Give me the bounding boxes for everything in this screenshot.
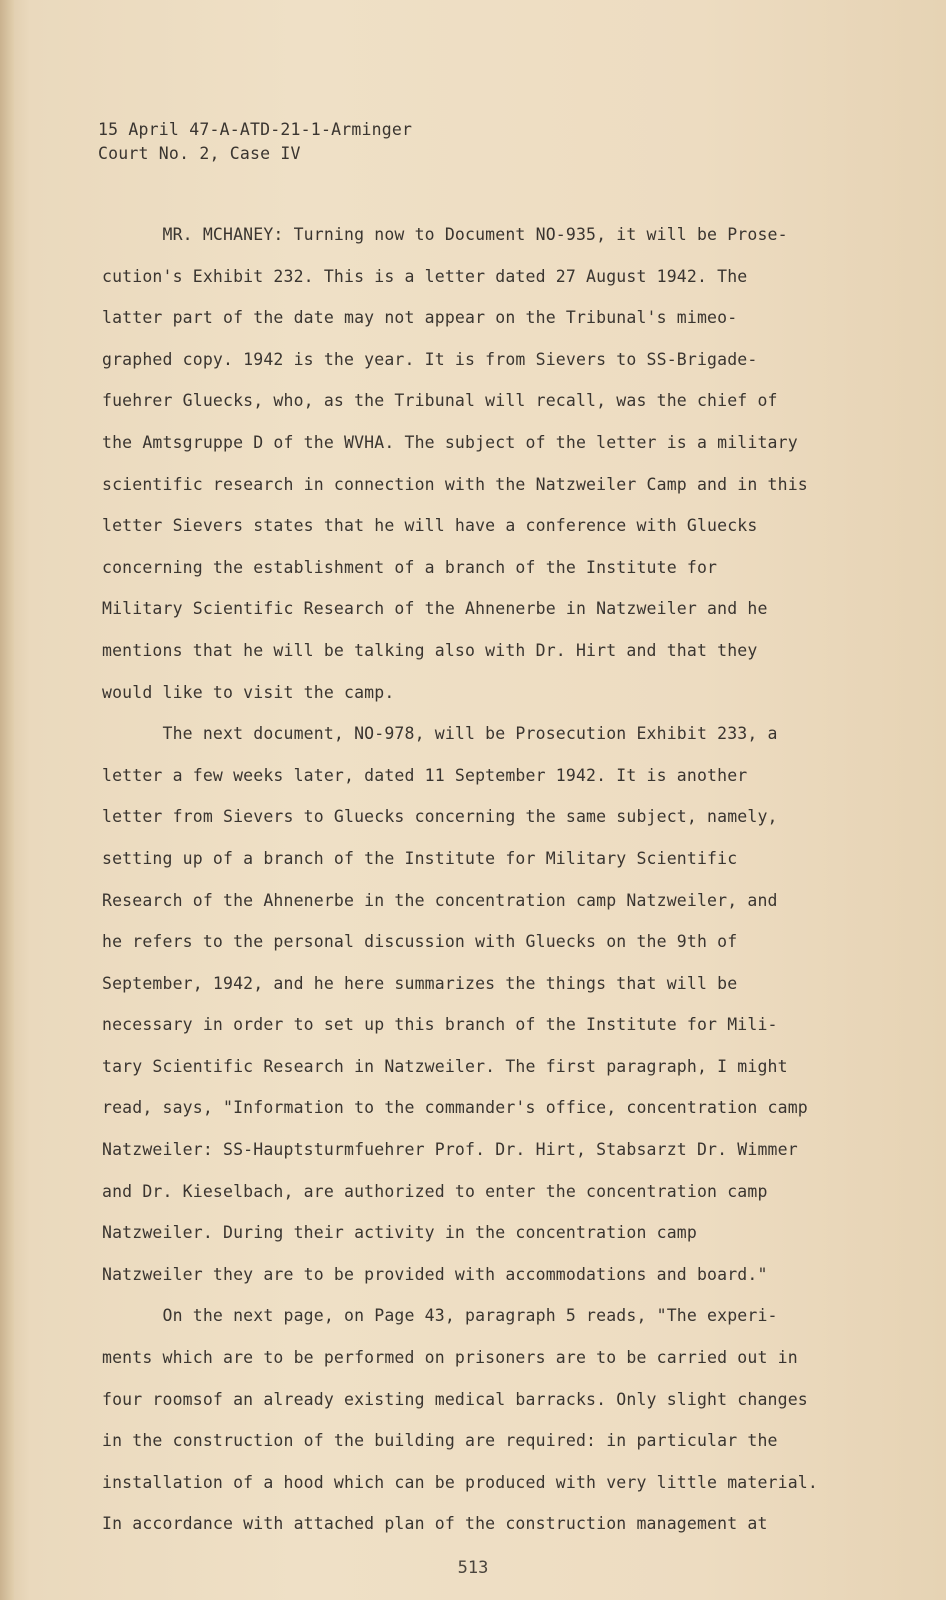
text-line: would like to visit the camp.: [102, 682, 395, 702]
text-line: tary Scientific Research in Natzweiler. The first paragraph, I might: [102, 1056, 788, 1076]
text-line: Military Scientific Research of the Ahnenerbe in Natzweiler and he: [102, 599, 768, 619]
transcript-body: [102, 214, 832, 1545]
text-line: installation of a hood which can be produced with very little material.: [102, 1472, 818, 1492]
text-line: setting up of a branch of the Institute for Military Scientific: [102, 848, 738, 868]
text-line: necessary in order to set up this branch of the Institute for Mili-: [102, 1015, 778, 1035]
page-edge-shadow: [0, 0, 14, 1600]
text-line: graphed copy. 1942 is the year. It is from Sievers to SS-Brigade-: [102, 349, 758, 369]
text-line: he refers to the personal discussion with Gluecks on the 9th of: [102, 932, 738, 952]
text-line: ments which are to be performed on prisoners are to be carried out in: [102, 1348, 798, 1368]
text-line: On the next page, on Page 43, paragraph 5 reads, "The experi-: [102, 1306, 778, 1326]
text-line: the Amtsgruppe D of the WVHA. The subject of the letter is a military: [102, 432, 798, 452]
text-line: The next document, NO-978, will be Prosecution Exhibit 233, a: [102, 724, 778, 744]
text-line: in the construction of the building are required: in particular the: [102, 1431, 778, 1451]
header-court-line: Court No. 2, Case IV: [98, 144, 301, 163]
text-line: fuehrer Gluecks, who, as the Tribunal will recall, was the chief of: [102, 391, 778, 411]
text-line: Natzweiler. During their activity in the concentration camp: [102, 1223, 697, 1243]
text-line: In accordance with attached plan of the construction management at: [102, 1514, 768, 1534]
text-line: Research of the Ahnenerbe in the concentration camp Natzweiler, and: [102, 890, 778, 910]
text-line: Natzweiler: SS-Hauptsturmfuehrer Prof. Dr. Hirt, Stabsarzt Dr. Wimmer: [102, 1140, 798, 1160]
text-line: and Dr. Kieselbach, are authorized to enter the concentration camp: [102, 1181, 768, 1201]
text-line: four roomsof an already existing medical barracks. Only slight changes: [102, 1389, 808, 1409]
text-line: scientific research in connection with the Natzweiler Camp and in this: [102, 474, 808, 494]
text-line: cution's Exhibit 232. This is a letter dated 27 August 1942. The: [102, 266, 748, 286]
text-line: MR. MCHANEY: Turning now to Document NO-935, it will be Prose-: [102, 225, 788, 244]
text-line: concerning the establishment of a branch of the Institute for: [102, 557, 718, 577]
text-line: read, says, "Information to the commander's office, concentration camp: [102, 1098, 808, 1118]
text-line: Natzweiler they are to be provided with accommodations and board.": [102, 1264, 768, 1284]
document-header: [98, 118, 412, 166]
text-line: mentions that he will be talking also with Dr. Hirt and that they: [102, 640, 758, 660]
text-line: latter part of the date may not appear on the Tribunal's mimeo-: [102, 308, 738, 328]
page-number: 513: [457, 1558, 489, 1578]
text-line: letter Sievers states that he will have a conference with Gluecks: [102, 516, 758, 536]
text-line: September, 1942, and he here summarizes the things that will be: [102, 973, 738, 993]
text-line: letter a few weeks later, dated 11 September 1942. It is another: [102, 765, 748, 785]
header-reference-line: 15 April 47-A-ATD-21-1-Arminger: [98, 120, 413, 139]
text-line: letter from Sievers to Gluecks concerning the same subject, namely,: [102, 807, 778, 827]
